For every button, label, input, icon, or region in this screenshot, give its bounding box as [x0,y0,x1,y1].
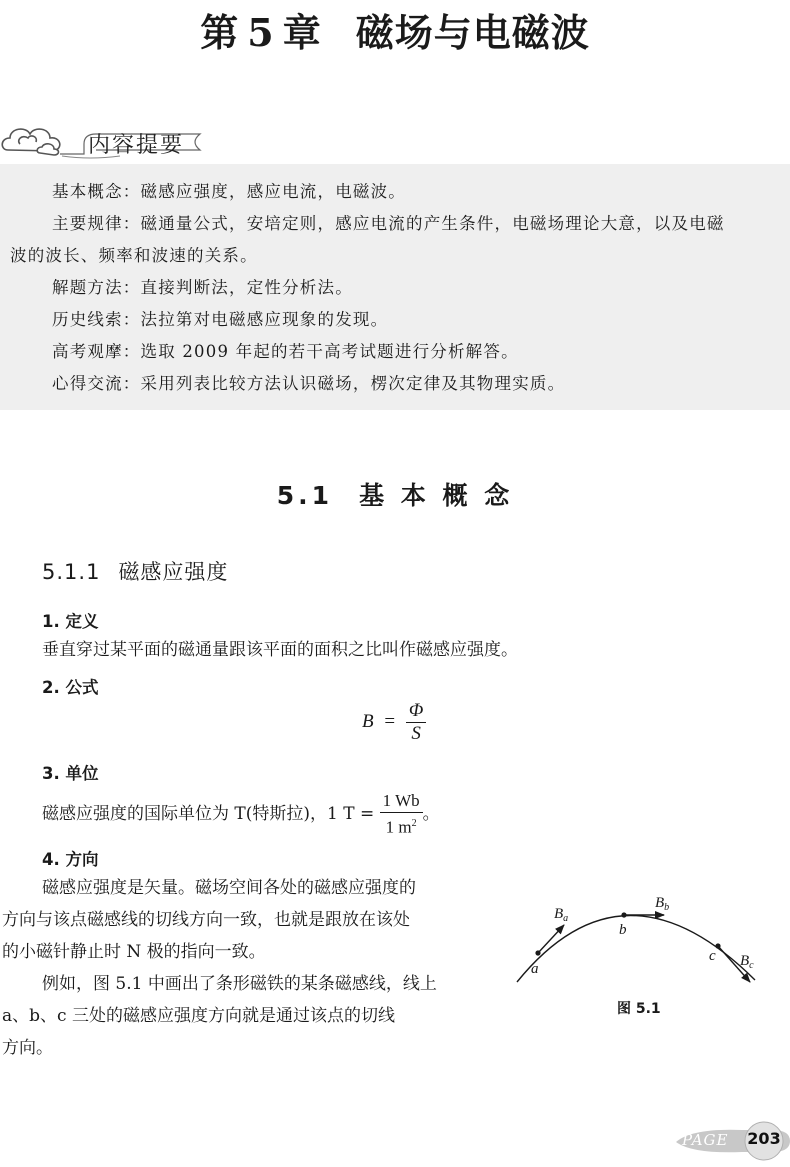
unit-numerator: 1 Wb [380,790,423,813]
summary-header: 内容提要 [88,133,185,158]
label-ba: $B_a$ [554,906,569,924]
formula-numerator: Φ [406,700,426,723]
summary-line-laws-cont: 波的波长、频率和波速的关系。 [10,246,258,265]
unit-fraction [380,790,423,839]
unit-denominator-exp: 2 [411,818,417,829]
label-bb: $B_b$ [655,895,670,913]
chapter-suffix: 章 [282,10,322,55]
formula-heading: 2. 公式 [42,678,99,697]
unit-heading: 3. 单位 [42,764,99,783]
summary-line-exams: 高考观摩：选取 2009 年起的若干高考试题进行分析解答。 [52,342,519,361]
field-line-curve [517,915,755,982]
direction-line-5: a、b、c 三处的磁感应强度方向就是通过该点的切线 [2,1006,395,1026]
formula-denominator: S [411,723,421,744]
chapter-prefix: 第 [200,10,240,55]
arrow-ba [538,925,564,953]
definition-heading: 1. 定义 [42,612,99,631]
figure-caption: 图 5.1 [617,1001,661,1017]
subsection-number: 5.1.1 [42,560,101,584]
chapter-name: 磁场与电磁波 [355,10,590,55]
page-number: 203 [747,1129,781,1148]
formula-b-equals-phi-over-s [362,700,426,745]
unit-text-end: 。 [422,803,440,824]
direction-heading: 4. 方向 [42,850,99,869]
label-a: a [531,961,539,977]
label-c: c [709,948,716,964]
summary-line-methods: 解题方法：直接判断法，定性分析法。 [52,278,353,297]
direction-line-4: 例如，图 5.1 中画出了条形磁铁的某条磁感线，线上 [42,974,437,994]
section-title [0,476,790,512]
definition-text: 垂直穿过某平面的磁通量跟该平面的面积之比叫作磁感应强度。 [42,640,518,660]
chapter-number: 5 [247,10,275,55]
unit-denominator-base: 1 m [385,817,412,837]
unit-denominator [380,813,423,839]
subsection-title [42,556,228,586]
unit-text-main: 磁感应强度的国际单位为 T(特斯拉)，1 T = [42,803,375,824]
direction-line-1: 磁感应强度是矢量。磁场空间各处的磁感应强度的 [42,878,416,898]
summary-line-laws: 主要规律：磁通量公式，安培定则，感应电流的产生条件，电磁场理论大意，以及电磁 [52,214,725,233]
summary-box [0,164,790,410]
section-number: 5.1 [276,481,334,510]
formula-fraction [406,700,426,745]
label-bc: $B_c$ [740,953,754,971]
formula-lhs: B [362,710,374,732]
section-name: 基 本 概 念 [359,481,514,510]
formula-equals: = [384,710,396,732]
chapter-title [0,2,790,57]
page-watermark: PAGE [682,1131,729,1149]
unit-text [42,790,440,839]
subsection-name: 磁感应强度 [118,560,229,584]
direction-line-3: 的小磁针静止时 N 极的指向一致。 [2,942,266,962]
summary-line-insights: 心得交流：采用列表比较方法认识磁场，楞次定律及其物理实质。 [52,374,566,393]
direction-line-2: 方向与该点磁感线的切线方向一致，也就是跟放在该处 [2,910,410,930]
direction-line-6: 方向。 [2,1038,53,1058]
summary-line-concepts: 基本概念：磁感应强度，感应电流，电磁波。 [52,182,406,201]
figure-5-1-field-line-diagram [500,880,780,995]
summary-line-history: 历史线索：法拉第对电磁感应现象的发现。 [52,310,389,329]
label-b: b [619,922,627,938]
